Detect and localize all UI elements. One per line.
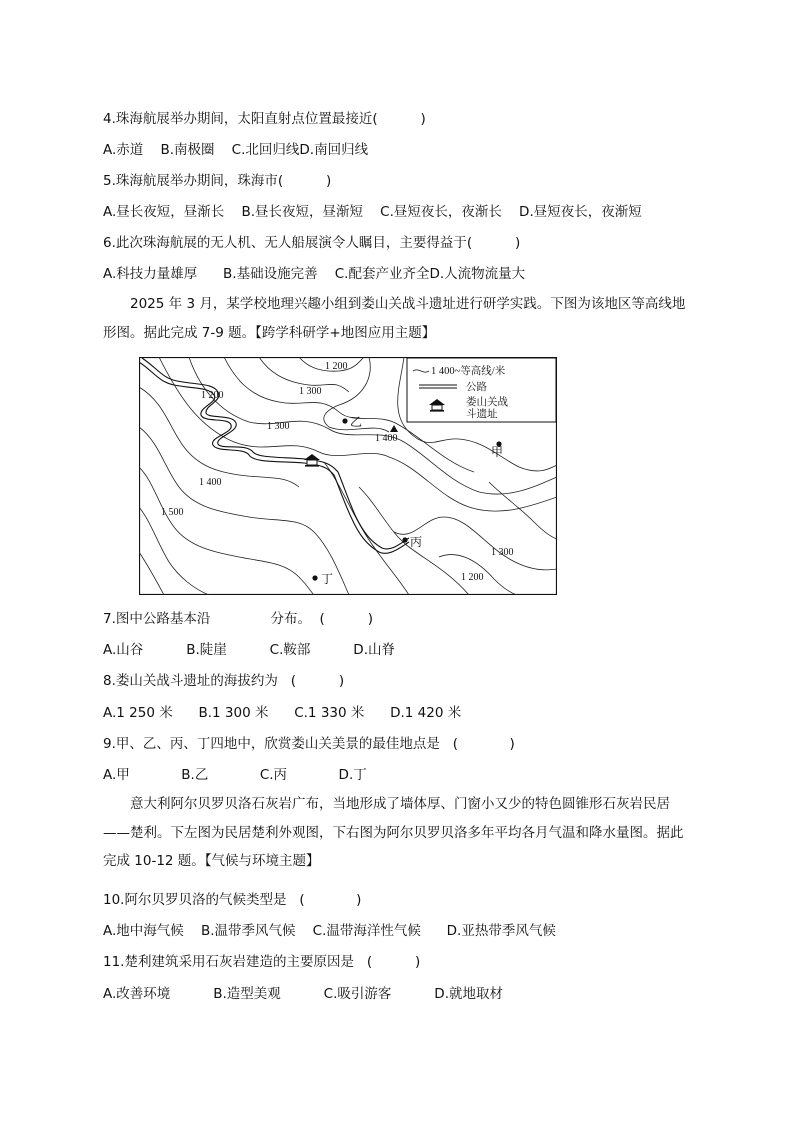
contour-label: 1 300 xyxy=(491,547,514,558)
dot-yi xyxy=(342,418,347,423)
question-11-options: A.改善环境 B.造型美观 C.吸引游客 D.就地取材 xyxy=(103,986,503,1002)
contour-map xyxy=(139,357,557,595)
contour-label: 1 300 xyxy=(299,386,322,397)
label-yi: 乙 xyxy=(350,415,363,429)
contour-label: 1 400 xyxy=(199,477,222,488)
question-6-options: A.科技力量雄厚 B.基础设施完善 C.配套产业齐全D.人流物流量大 xyxy=(103,266,526,282)
contour-label: 1 500 xyxy=(161,507,184,518)
contour-label: 1 400 xyxy=(375,433,398,444)
question-8-options: A.1 250 米 B.1 300 米 C.1 330 米 D.1 420 米 xyxy=(103,705,462,721)
dot-bing xyxy=(402,537,407,542)
contour-label: 1 300 xyxy=(267,421,290,432)
question-5-options: A.昼长夜短，昼渐长 B.昼长夜短，昼渐短 C.昼短夜长，夜渐长 D.昼短夜长，夜渐短 xyxy=(103,204,642,220)
intro-paragraph-7-9: 2025 年 3 月，某学校地理兴趣小组到娄山关战斗遗址进行研学实践。下图为该地区等高线地形图。据此完成 7-9 题。【跨学科研学+地图应用主题】 xyxy=(103,296,686,341)
intro-paragraph-10-12: 意大利阿尔贝罗贝洛石灰岩广布，当地形成了墙体厚、门窗小又少的特色圆锥形石灰岩民居——楚利。下左图为民居楚利外观图，下右图为阿尔贝罗贝洛多年平均各月气温和降水量图。据此完成 10-12 题。【气候与环境主题】 xyxy=(103,796,684,869)
question-9-stem: 9.甲、乙、丙、丁四地中，欣赏娄山关美景的最佳地点是 ( ) xyxy=(103,736,515,752)
dot-ding xyxy=(312,575,317,580)
contour-label: 1 200 xyxy=(201,390,224,401)
contour-label: 1 200 xyxy=(461,572,484,583)
legend-road-label: 公路 xyxy=(466,382,487,393)
question-9-options: A.甲 B.乙 C.丙 D.丁 xyxy=(103,767,367,783)
question-11-stem: 11.楚利建筑采用石灰岩建造的主要原因是 ( ) xyxy=(103,954,421,970)
question-4-stem: 4.珠海航展举办期间，太阳直射点位置最接近( ) xyxy=(103,111,426,127)
question-4-options: A.赤道 B.南极圈 C.北回归线D.南回归线 xyxy=(103,142,369,158)
question-6-stem: 6.此次珠海航展的无人机、无人船展演令人瞩目，主要得益于( ) xyxy=(103,235,521,251)
question-10-stem: 10.阿尔贝罗贝洛的气候类型是 ( ) xyxy=(103,892,362,908)
label-jia: 甲 xyxy=(491,445,504,459)
legend-site-label-2: 斗遗址 xyxy=(466,409,498,420)
question-10-options: A.地中海气候 B.温带季风气候 C.温带海洋性气候 D.亚热带季风气候 xyxy=(103,923,556,939)
legend-site-label-1: 娄山关战 xyxy=(466,397,508,408)
question-7-stem: 7.图中公路基本沿 分布。 ( ) xyxy=(103,611,373,627)
legend-contour-label: 1 400~等高线/米 xyxy=(431,366,506,377)
label-bing: 丙 xyxy=(410,535,423,549)
label-ding: 丁 xyxy=(321,572,334,586)
question-5-stem: 5.珠海航展举办期间，珠海市( ) xyxy=(103,173,332,189)
question-8-stem: 8.娄山关战斗遗址的海拔约为 ( ) xyxy=(103,673,345,689)
question-7-options: A.山谷 B.陡崖 C.鞍部 D.山脊 xyxy=(103,642,395,658)
map-legend xyxy=(407,358,556,422)
contour-label: 1 200 xyxy=(325,361,348,372)
